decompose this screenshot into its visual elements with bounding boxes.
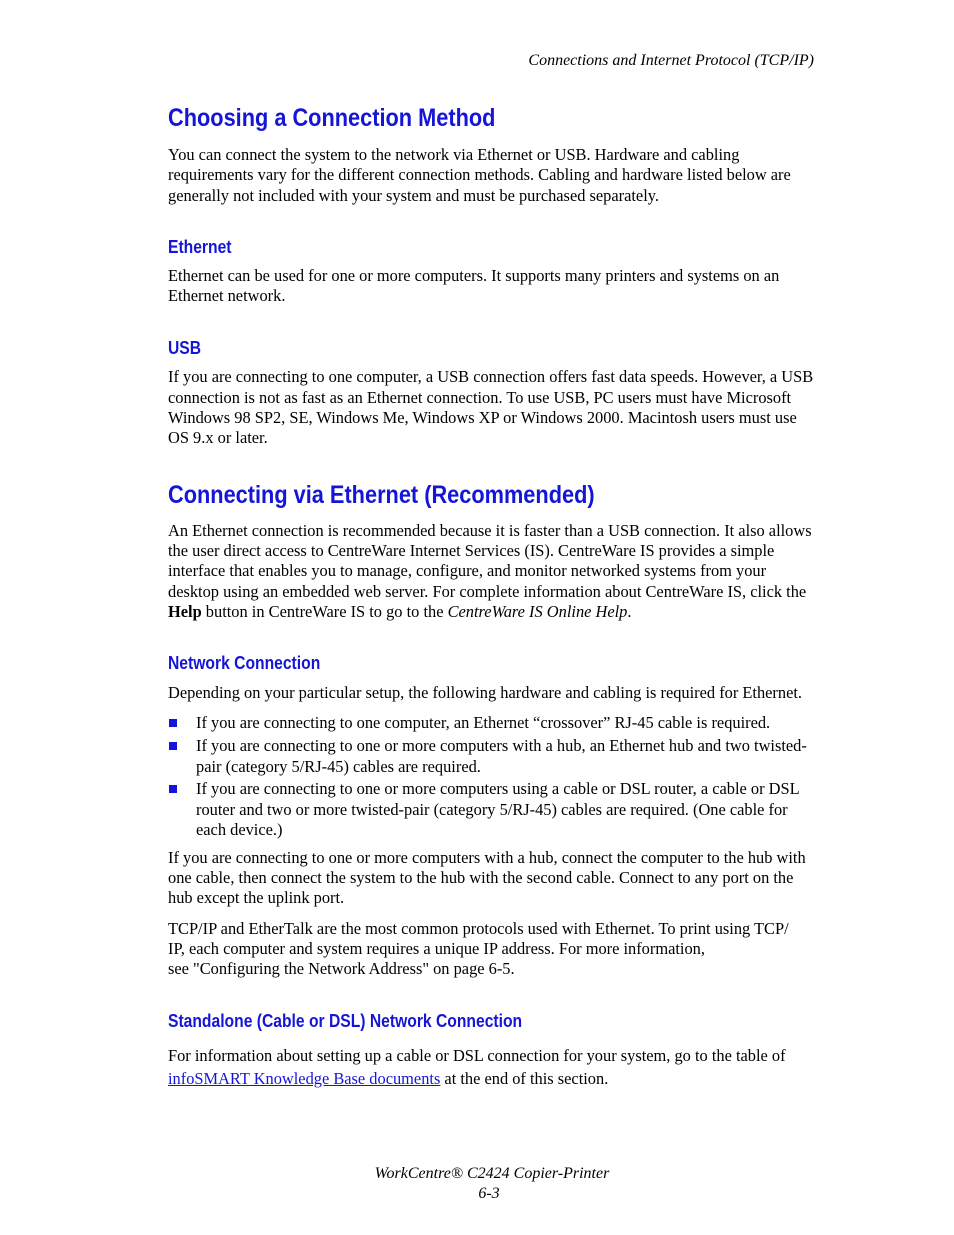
page-content xyxy=(168,102,818,1090)
standalone-paragraph xyxy=(168,1044,818,1090)
bullet-item xyxy=(168,736,818,777)
standalone-text-end: at the end of this section. xyxy=(440,1068,609,1088)
online-help-italic-text: CentreWare IS Online Help xyxy=(447,601,628,621)
footer-page-number: 6-3 xyxy=(478,1185,500,1202)
infosmart-knowledge-base-link[interactable]: infoSMART Knowledge Base documents xyxy=(168,1068,441,1088)
ethernet-recommended-text-middle: button in CentreWare IS to go to the xyxy=(201,601,448,621)
bullet-text: If you are connecting to one computer, an Ethernet “crossover” RJ-45 cable is required. xyxy=(196,713,771,733)
heading-choosing-connection-method: Choosing a Connection Method xyxy=(168,104,496,132)
hub-connection-paragraph: If you are connecting to one or more computers with a hub, connect the computer to the hub with one cable, then connect the system to the hub with the second cable. Connect to any port on the hub except the uplink port. xyxy=(168,847,806,908)
heading-usb: USB xyxy=(168,338,202,359)
ethernet-recommended-text: An Ethernet connection is recommended because it is faster than a USB connection. It also allows the user direct access to CentreWare Internet Services (IS). CentreWare IS provides a simple interface that enables you to manage, configure, and monitor networked systems from your desktop using an embedded web server. For complete information about CentreWare IS, click the xyxy=(168,520,812,601)
page-footer xyxy=(0,1164,954,1204)
bullet-text: If you are connecting to one or more computers using a cable or DSL router, a cable or DSL router and two or more twisted-pair (category 5/RJ-45) cables are required. (One cable for each device.) xyxy=(196,779,800,839)
tcpip-paragraph xyxy=(168,919,818,980)
heading-connecting-via-ethernet: Connecting via Ethernet (Recommended) xyxy=(168,480,595,509)
hardware-bullet-list xyxy=(168,713,818,840)
bullet-item xyxy=(168,779,818,840)
bullet-item xyxy=(168,713,818,733)
ethernet-paragraph: Ethernet can be used for one or more computers. It supports many printers and systems on an Ethernet network. xyxy=(168,265,780,306)
intro-paragraph: You can connect the system to the network via Ethernet or USB. Hardware and cabling requirements vary for the different connection methods. Cabling and hardware listed below are generally not included with your system and must be purchased separately. xyxy=(168,145,791,205)
tcpip-line-1: TCP/IP and EtherTalk are the most common protocols used with Ethernet. To print using TCP/ xyxy=(168,918,789,938)
bullet-text: If you are connecting to one or more computers with a hub, an Ethernet hub and two twisted-pair (category 5/RJ-45) cables are required. xyxy=(196,736,807,776)
square-bullet-icon xyxy=(169,785,177,793)
usb-paragraph: If you are connecting to one computer, a USB connection offers fast data speeds. However, a USB connection is not as fast as an Ethernet connection. To use USB, PC users must have Microsoft Windows 98 SP2, SE, Windows Me, Windows XP or Windows 2000. Macintosh users must use OS 9.x or later. xyxy=(168,367,814,448)
tcpip-line-2: IP, each computer and system requires a unique IP address. For more information, xyxy=(168,938,705,958)
running-header: Connections and Internet Protocol (TCP/IP) xyxy=(528,52,814,69)
square-bullet-icon xyxy=(169,719,177,727)
network-lead-paragraph: Depending on your particular setup, the following hardware and cabling is required for Ethernet. xyxy=(168,683,803,703)
standalone-text: For information about setting up a cable or DSL connection for your system, go to the table of xyxy=(168,1045,786,1065)
heading-standalone-network-connection: Standalone (Cable or DSL) Network Connection xyxy=(168,1010,523,1031)
tcpip-line-3: see "Configuring the Network Address" on page 6-5. xyxy=(168,959,515,979)
footer-product-name: WorkCentre® C2424 Copier-Printer xyxy=(374,1165,610,1182)
heading-ethernet: Ethernet xyxy=(168,236,232,257)
square-bullet-icon xyxy=(169,742,177,750)
ethernet-recommended-paragraph xyxy=(168,521,818,622)
help-bold-text: Help xyxy=(168,601,202,621)
ethernet-recommended-text-end: . xyxy=(627,601,632,621)
heading-network-connection: Network Connection xyxy=(168,653,321,674)
